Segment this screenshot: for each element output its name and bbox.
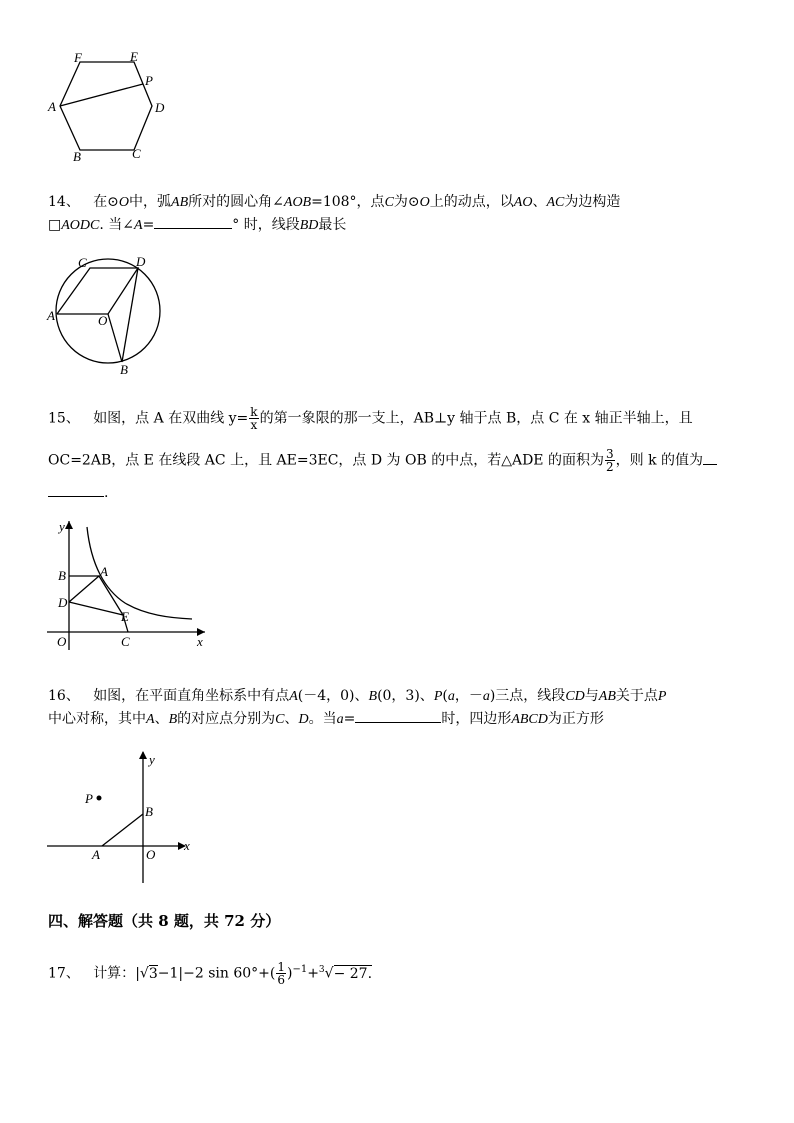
segment-ap xyxy=(60,84,143,106)
y-axis-arrow xyxy=(139,751,147,759)
label-o: O xyxy=(146,847,156,862)
label-b: B xyxy=(145,804,153,819)
q16-line-1: 16、 如图，在平面直角坐标系中有点A(－4，0)、B(0，3)、P(a，－a)三点，线段CD与AB关于点P xyxy=(48,688,667,704)
fraction-3-over-2: $\frac{3}{2}$ xyxy=(605,447,614,474)
q16-answer-blank[interactable] xyxy=(355,708,441,723)
cbrt-sign: √ xyxy=(324,965,334,982)
fraction-k-over-x: $\frac{k}{x}$ xyxy=(250,405,258,432)
q14-answer-blank[interactable] xyxy=(154,214,232,229)
q15-answer-blank-b[interactable] xyxy=(48,482,104,497)
segment-bd xyxy=(122,268,138,362)
label-d: D xyxy=(58,595,68,610)
hexagon-figure xyxy=(40,48,180,168)
q15-line-3: . xyxy=(48,482,108,503)
label-p: P xyxy=(85,791,93,806)
point-p xyxy=(97,796,102,801)
label-y: y xyxy=(59,519,65,534)
q16-number: 16、 xyxy=(48,688,80,704)
label-p: P xyxy=(145,73,153,88)
label-e: E xyxy=(121,609,129,624)
label-y: y xyxy=(149,752,155,767)
label-b: B xyxy=(58,568,66,583)
parallelogram-aodc xyxy=(57,268,138,314)
q14-line-1: 14、 在⊙O中，弧AB所对的圆心角∠AOB=108°，点C为⊙O上的动点，以AO、AC为边构造 xyxy=(48,194,621,210)
label-c: C xyxy=(121,634,130,649)
hexagon-shape xyxy=(60,62,152,150)
q15-number: 15、 xyxy=(48,410,80,427)
label-d: D xyxy=(155,100,165,115)
label-o: O xyxy=(98,313,108,328)
sqrt-sign: √ xyxy=(139,965,149,982)
coordinate-figure xyxy=(45,748,205,888)
label-e: E xyxy=(130,49,138,64)
q15-line-2: OC=2AB，点 E 在线段 AC 上，且 AE=3EC，点 D 为 OB 的中点，若△ADE 的面积为 $\frac{3}{2}$ ，则 k 的值为 xyxy=(48,448,717,473)
label-f: F xyxy=(74,50,82,65)
q17-number: 17、 xyxy=(48,965,80,982)
hyperbola-figure xyxy=(45,515,215,655)
label-d: D xyxy=(136,254,146,269)
circle-figure xyxy=(40,250,180,380)
label-a: A xyxy=(100,564,108,579)
label-o: O xyxy=(57,634,67,649)
label-b: B xyxy=(73,149,81,164)
fraction-1-over-6: $\frac{1}{6}$ xyxy=(277,960,285,988)
q14-line-2: □AODC. 当∠A= ° 时，线段BD最长 xyxy=(48,214,346,236)
label-a: A xyxy=(92,847,100,862)
segment-ab xyxy=(102,814,143,846)
section-heading: 四、解答题（共 8 题，共 72 分） xyxy=(48,912,281,930)
label-c: C xyxy=(78,255,87,270)
label-a: A xyxy=(48,99,56,114)
label-x: x xyxy=(184,838,190,853)
q15-answer-blank-a[interactable] xyxy=(703,450,717,465)
q16-line-2: 中心对称，其中A、B的对应点分别为C、D。当a= 时，四边形ABCD为正方形 xyxy=(48,708,604,730)
label-b: B xyxy=(120,362,128,377)
q14-number: 14、 xyxy=(48,194,80,210)
label-c: C xyxy=(132,146,141,161)
label-a: A xyxy=(47,308,55,323)
circle-o xyxy=(56,259,160,363)
q17-line: 17、 计算：|√3−1|−2 sin 60°+( $\frac{1}{6}$ )$^{-1}$+$^3$√− 27. xyxy=(48,960,373,988)
q15-line-1: 15、 如图，点 A 在双曲线 y= $\frac{k}{x}$ 的第一象限的那一支上，AB⊥y 轴于点 B，点 C 在 x 轴正半轴上，且 xyxy=(48,405,693,432)
segment-ob xyxy=(108,314,122,362)
label-x: x xyxy=(197,634,203,649)
y-axis-arrow xyxy=(65,521,73,529)
